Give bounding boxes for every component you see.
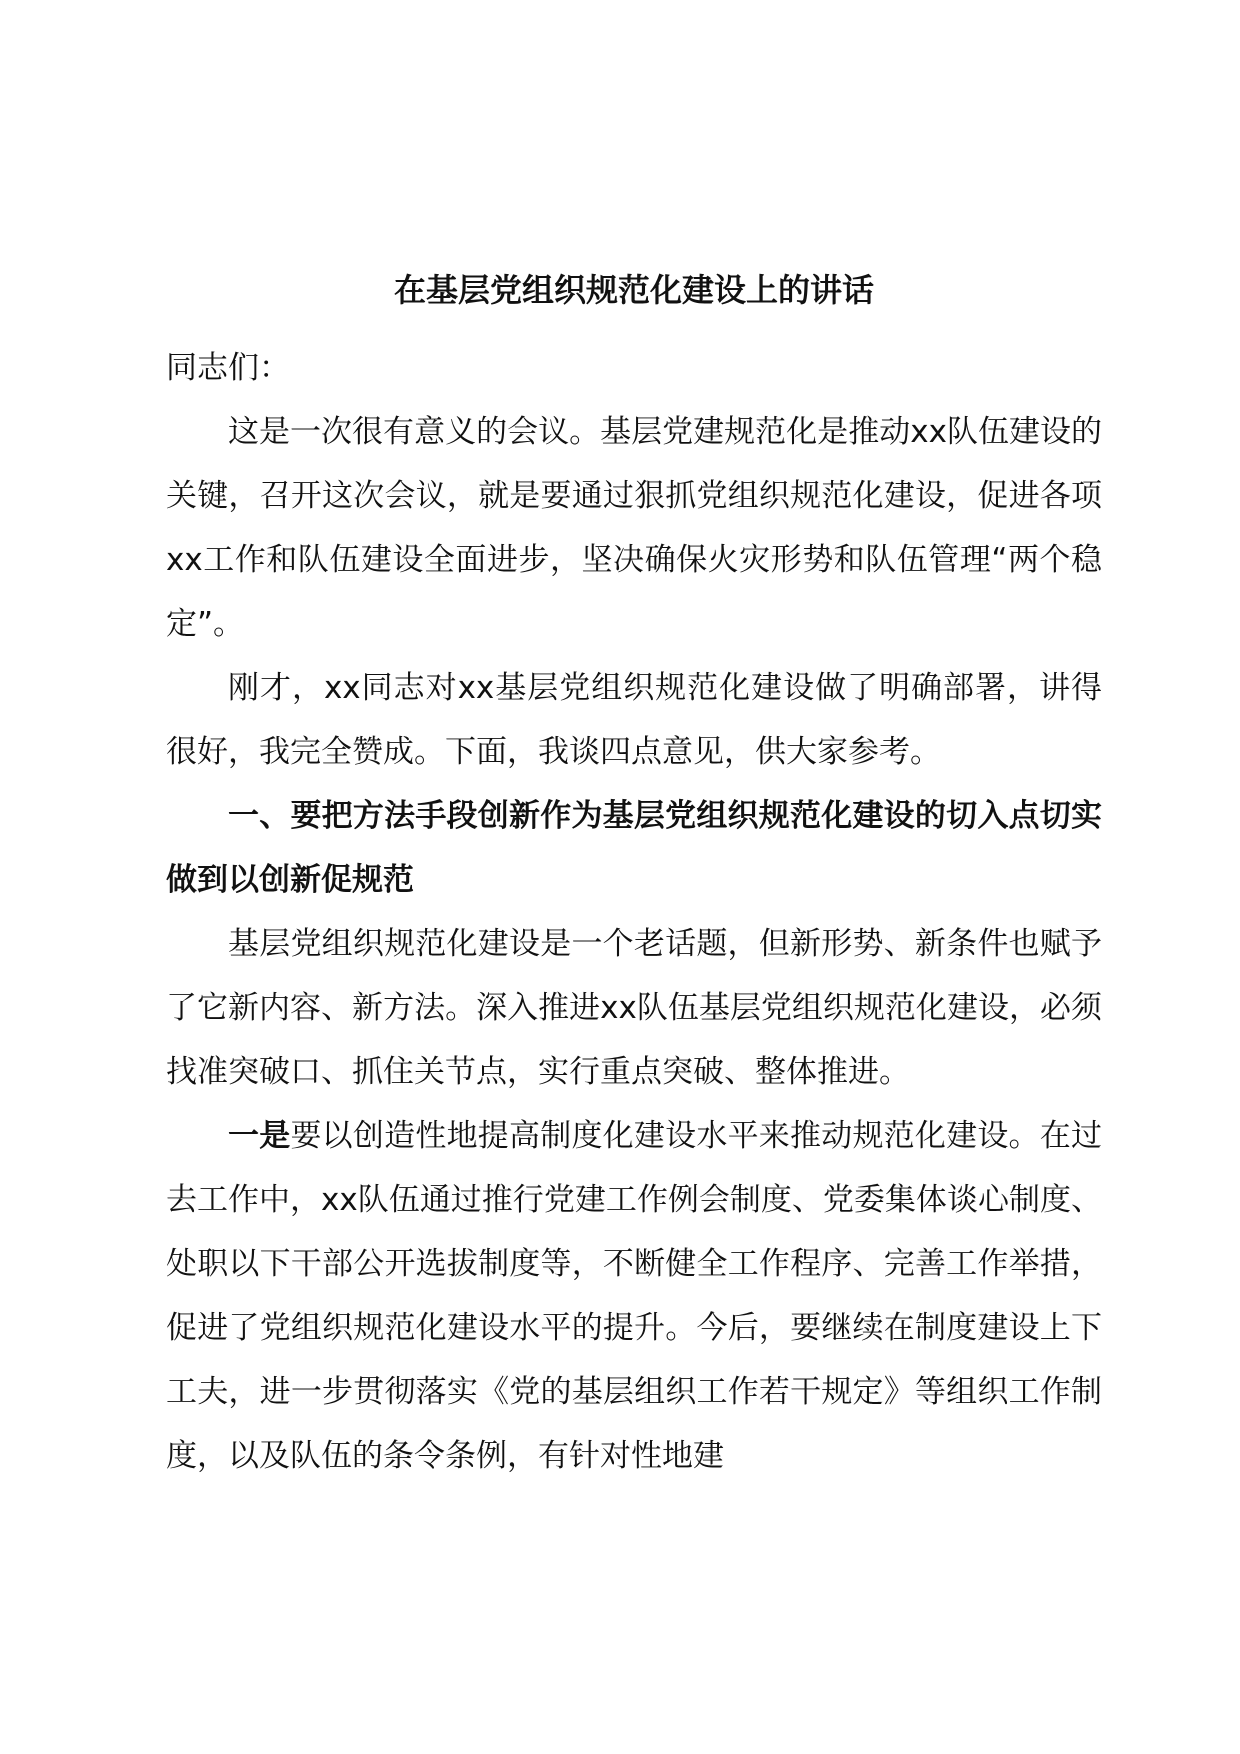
document-title: 在基层党组织规范化建设上的讲话 bbox=[393, 271, 874, 309]
paragraph: 刚才，xx同志对xx基层党组织规范化建设做了明确部署，讲得很好，我完全赞成。下面，我谈四点意见，供大家参考。 bbox=[166, 670, 1102, 770]
greeting: 同志们： bbox=[166, 350, 290, 386]
paragraph: 基层党组织规范化建设是一个老话题，但新形势、新条件也赋予了它新内容、新方法。深入推进xx队伍基层党组织规范化建设，必须找准突破口、抓住关节点，实行重点突破、整体推进。 bbox=[166, 926, 1102, 1090]
paragraph-body-text: 要以创造性地提高制度化建设水平来推动规范化建设。在过去工作中，xx队伍通过推行党建工作例会制度、党委集体谈心制度、处职以下干部公开选拔制度等，不断健全工作程序、完善工作举措，促进了党组织规范化建设水平的提升。今后，要继续在制度建设上下工夫，进一步贯彻落实《党的基层组织工作若干规定》等组织工作制度，以及队伍的条令条例，有针对性地建 bbox=[166, 1118, 1103, 1474]
document-body bbox=[166, 270, 1102, 1488]
paragraph bbox=[166, 1104, 1102, 1488]
paragraph-lead-phrase: 一是 bbox=[228, 1118, 291, 1154]
section-heading: 一、要把方法手段创新作为基层党组织规范化建设的切入点切实做到以创新促规范 bbox=[166, 798, 1102, 898]
paragraph: 这是一次很有意义的会议。基层党建规范化是推动xx队伍建设的关键，召开这次会议，就是要通过狠抓党组织规范化建设，促进各项xx工作和队伍建设全面进步，坚决确保火灾形势和队伍管理“两个稳定”。 bbox=[166, 414, 1102, 642]
